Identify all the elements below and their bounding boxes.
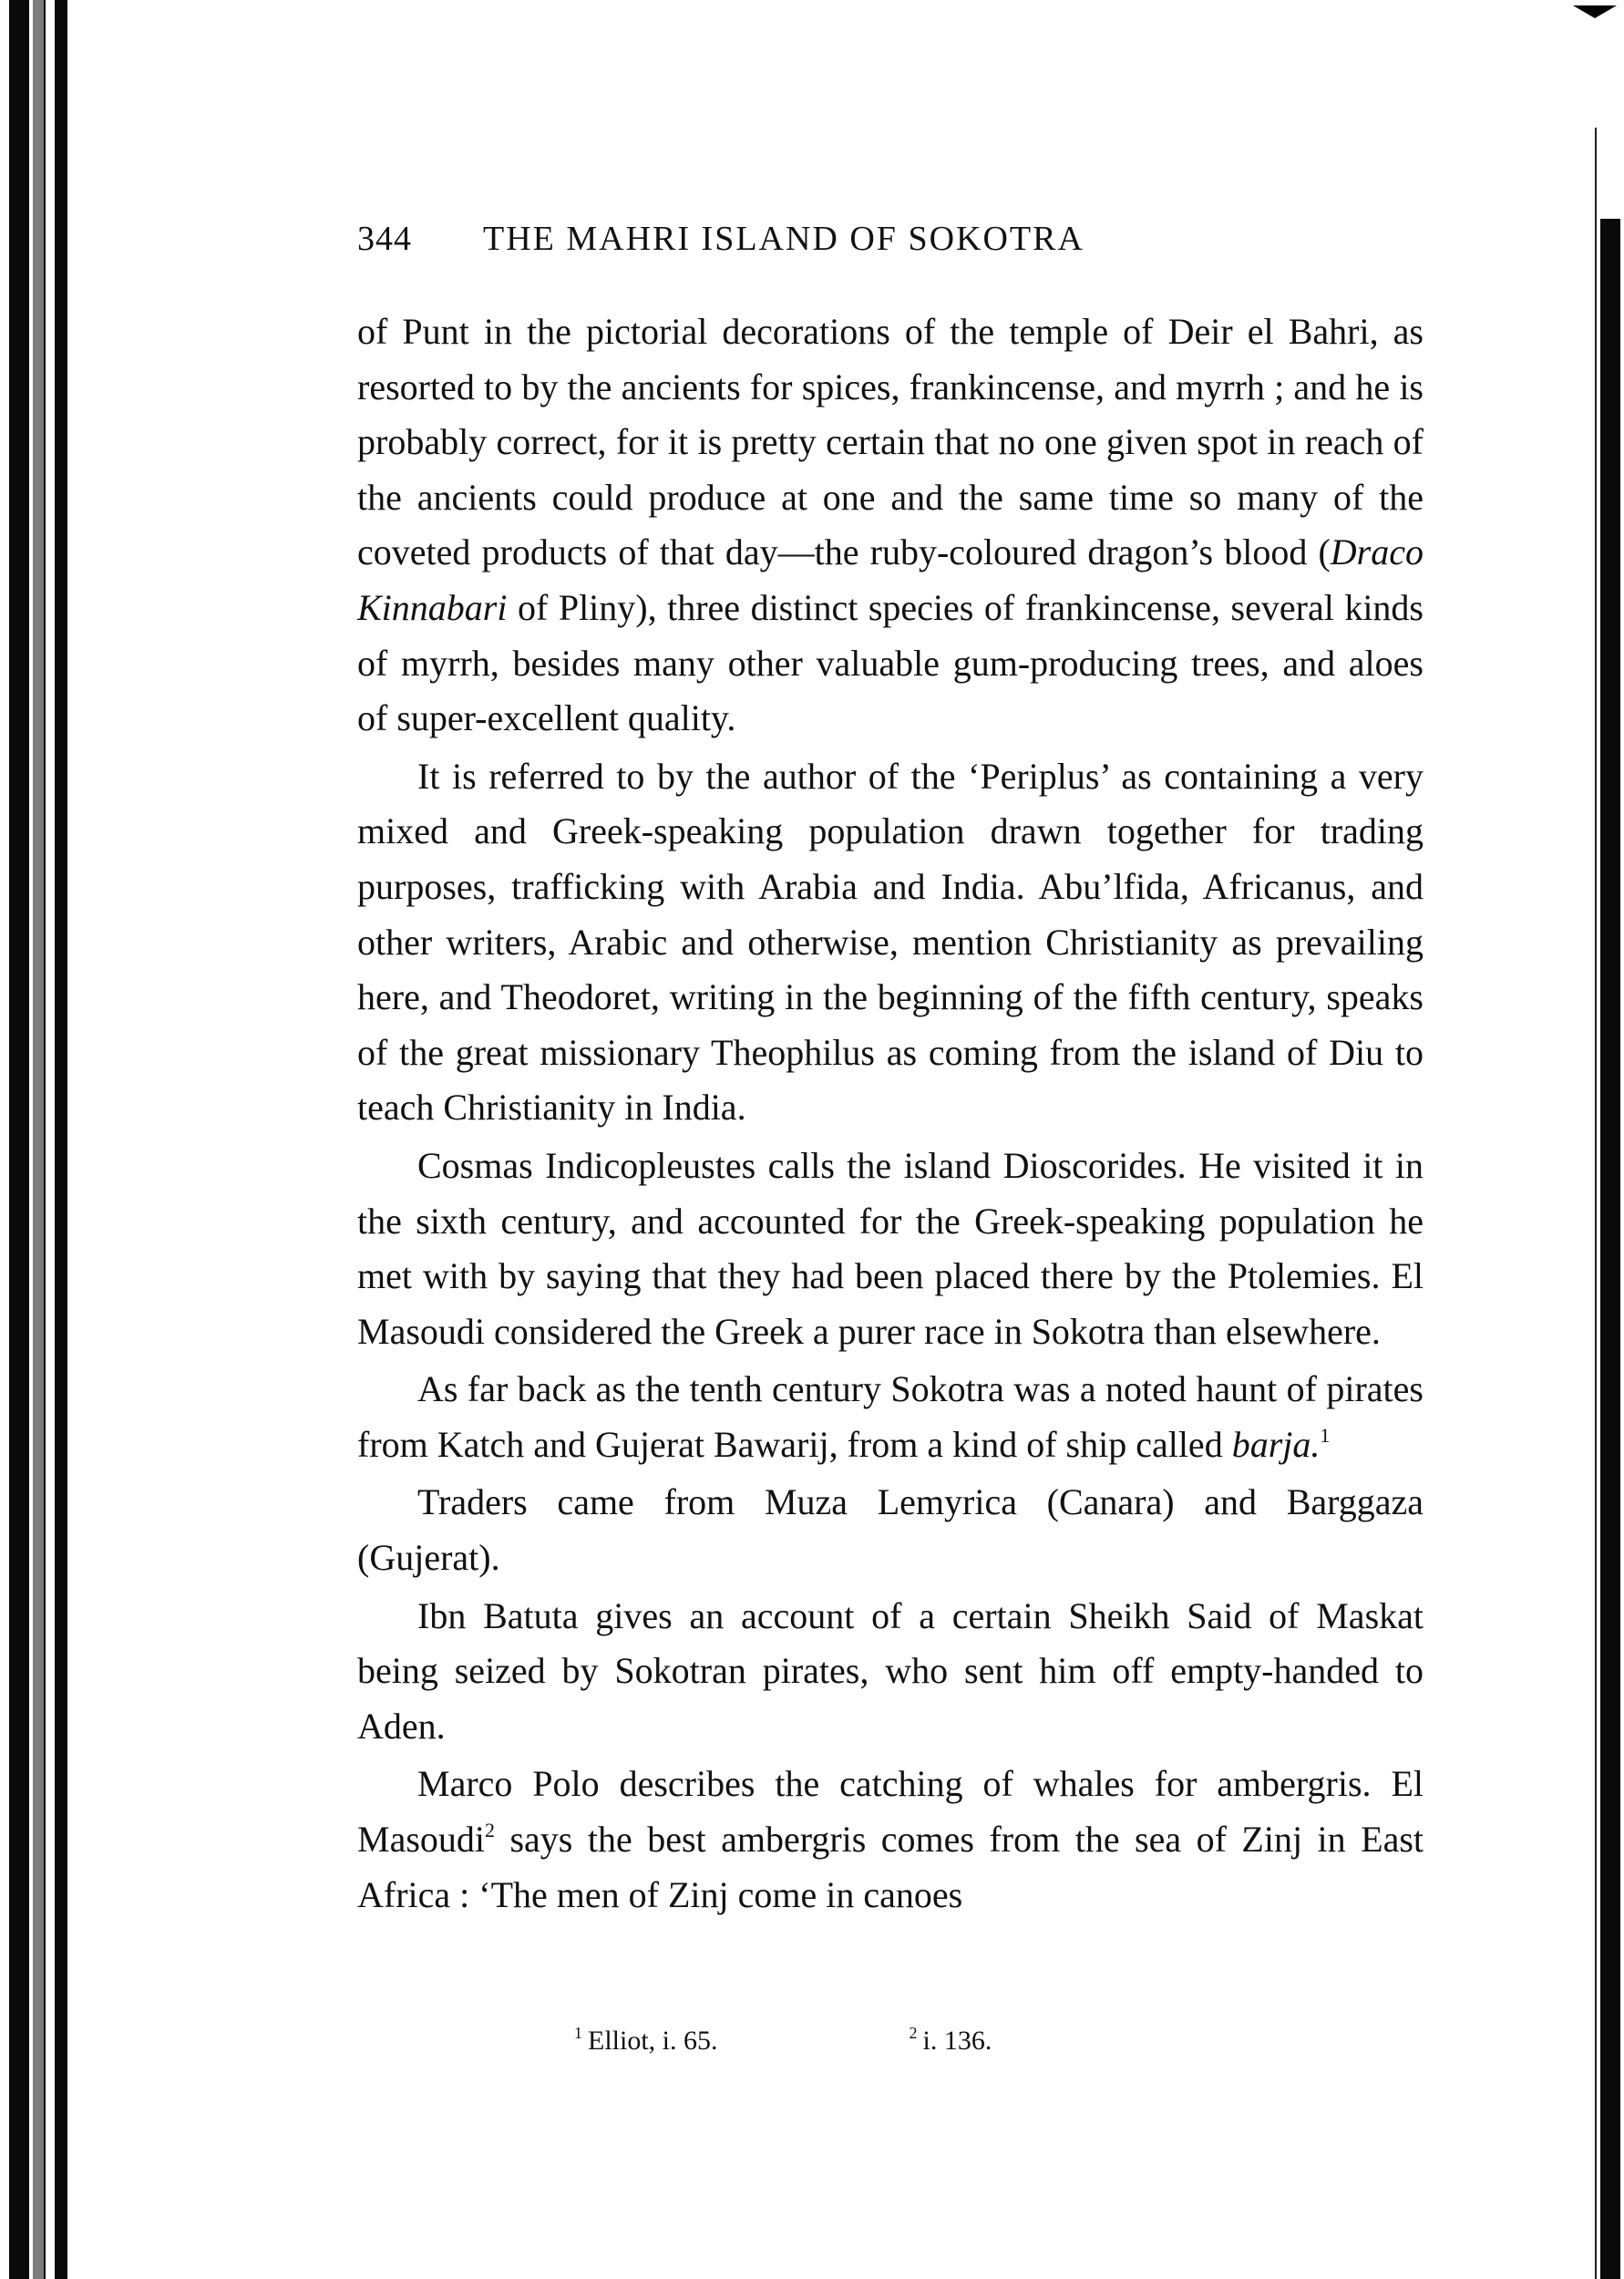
text-run: Ibn Batuta gives an account of a certain Sheikh Said of Maskat being seized by Sokotran pirates, who sent him off empty-handed to Aden.	[357, 1594, 1424, 1747]
body-text	[357, 304, 1424, 1923]
paragraph	[357, 1362, 1424, 1472]
scan-artifact	[33, 0, 44, 2279]
footnote-reference[interactable]: 2	[485, 1819, 495, 1842]
text-run: Cosmas Indicopleustes calls the island Dioscorides. He visited it in the sixth century, and accounted for the Greek-speaking population he met with by saying that they had been placed there by the Ptolemies. El Masoudi considered the Greek a purer race in Sokotra than elsewhere.	[357, 1144, 1424, 1352]
paragraph	[357, 1139, 1424, 1359]
scan-edge-right	[1533, 0, 1624, 2279]
footnote-text: i. 136.	[922, 2026, 992, 2056]
running-head	[357, 219, 1424, 273]
italic-text: Draco Kinnabari	[357, 531, 1424, 628]
footnote-2	[910, 2026, 992, 2057]
paragraph	[357, 1475, 1424, 1585]
text-run: Marco Polo describes the catching of whales for ambergris. El Masoudi	[357, 1763, 1424, 1861]
footnote-reference[interactable]: 1	[1320, 1423, 1331, 1447]
scan-artifact	[1595, 128, 1597, 2279]
footnote-marker: 1	[574, 2024, 582, 2042]
text-run: As far back as the tenth century Sokotra was a noted haunt of pirates from Katch and Gujerat Bawarij, from a kind of ship called	[357, 1368, 1424, 1465]
text-run: of Pliny), three distinct species of frankincense, several kinds of myrrh, besides many other valuable gum-producing trees, and aloes of super-excellent quality.	[357, 586, 1424, 739]
scan-artifact	[44, 0, 46, 2279]
paragraph	[357, 749, 1424, 1136]
paragraph	[357, 1589, 1424, 1755]
scan-artifact	[9, 0, 29, 2279]
text-run: Traders came from Muza Lemyrica (Canara) and Barggaza (Gujerat).	[357, 1481, 1424, 1579]
triangle-marker-icon	[1573, 5, 1617, 18]
footnote-1	[574, 2026, 718, 2057]
text-run: of Punt in the pictorial decorations of the temple of Deir el Bahri, as resorted to by the ancients for spices, frankincense, and myrrh ; and he is probably correct, for it is pretty certain that no one given spot in reach of the ancients could produce at one and the same time so many of the coveted products of that day—the ruby-coloured dragon’s blood (	[357, 311, 1424, 573]
scan-edge-left	[9, 0, 77, 2279]
footnote-text: Elliot, i. 65.	[588, 2026, 718, 2056]
paragraph	[357, 304, 1424, 747]
footnote-marker: 2	[909, 2024, 918, 2042]
footnotes	[357, 2026, 1424, 2057]
text-run: It is referred to by the author of the ‘Periplus’ as containing a very mixed and Greek-speaking population drawn together for trading purposes, trafficking with Arabia and India. Abu’lfida, Africanus, and other writers, Arabic and otherwise, mention Christianity as prevailing here, and Theodoret, writing in the beginning of the fifth century, speaks of the great missionary Theophilus as coming from the island of Diu to teach Christianity in India.	[357, 755, 1424, 1129]
paragraph	[357, 1757, 1424, 1923]
book-page	[357, 219, 1424, 1923]
italic-text: barja.	[1231, 1423, 1321, 1465]
text-run: says the best ambergris comes from the sea of Zinj in East Africa : ‘The men of Zinj come in canoes	[357, 1819, 1424, 1915]
scan-artifact	[1600, 219, 1620, 2279]
scan-artifact	[55, 0, 67, 2279]
page-number: 344	[357, 220, 412, 258]
running-title: THE MAHRI ISLAND OF SOKOTRA	[483, 220, 1084, 258]
